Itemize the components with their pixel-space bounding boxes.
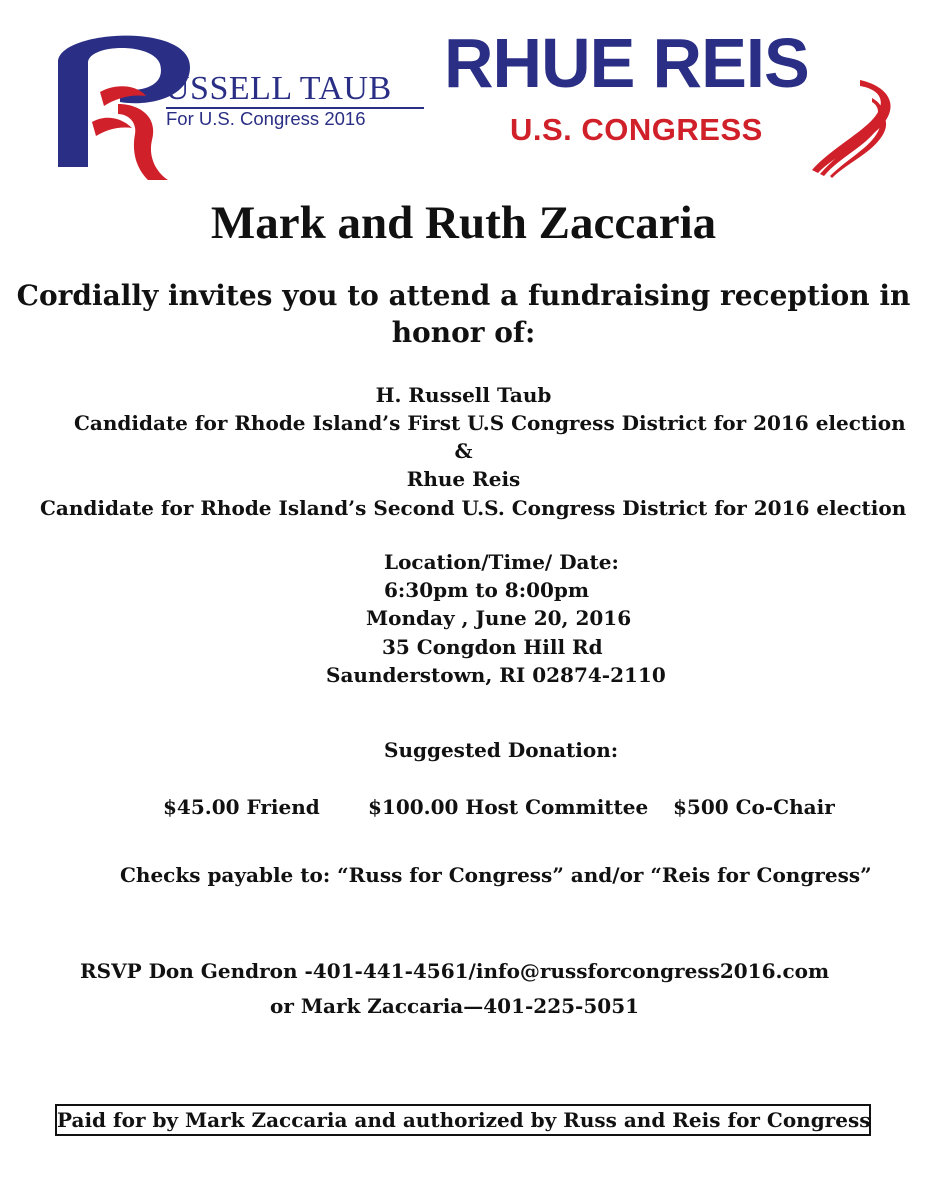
- invitation-line-2: honor of:: [391, 316, 536, 349]
- honoree-1-description: Candidate for Rhode Island’s First U.S Congress District for 2016 election: [74, 411, 906, 435]
- honoree-2-name: Rhue Reis: [406, 467, 521, 491]
- host-names: Mark and Ruth Zaccaria: [210, 197, 717, 249]
- honoree-1-name: H. Russell Taub: [375, 383, 552, 407]
- donation-tier-host-committee: $100.00 Host Committee: [368, 795, 649, 819]
- ampersand: &: [454, 439, 473, 463]
- location-heading: Location/Time/ Date:: [384, 550, 619, 574]
- rsvp-line-1: RSVP Don Gendron -401-441-4561/info@russforcongress2016.com: [80, 959, 830, 983]
- honoree-2-description: Candidate for Rhode Island’s Second U.S. Congress District for 2016 election: [40, 496, 907, 520]
- event-time: 6:30pm to 8:00pm: [384, 578, 590, 602]
- rsvp-line-2: or Mark Zaccaria—401-225-5051: [270, 994, 640, 1018]
- paid-for-disclaimer: Paid for by Mark Zaccaria and authorized by Russ and Reis for Congress: [55, 1104, 871, 1136]
- event-city: Saunderstown, RI 02874-2110: [326, 663, 666, 687]
- russell-taub-logo-subtitle: For U.S. Congress 2016: [166, 108, 366, 129]
- checks-payable: Checks payable to: “Russ for Congress” and/or “Reis for Congress”: [120, 863, 872, 887]
- invitation-line-1: Cordially invites you to attend a fundraising reception in: [16, 279, 911, 312]
- rhue-reis-logo-subtitle: U.S. CONGRESS: [510, 112, 763, 147]
- russell-taub-logo-name: USSELL TAUB: [165, 70, 392, 107]
- donation-tier-co-chair: $500 Co-Chair: [673, 795, 835, 819]
- donation-tier-friend: $45.00 Friend: [163, 795, 320, 819]
- donation-heading: Suggested Donation:: [384, 738, 619, 762]
- rhue-reis-logo-name: RHUE REIS: [444, 24, 809, 102]
- event-street: 35 Congdon Hill Rd: [382, 635, 603, 659]
- event-date: Monday , June 20, 2016: [366, 606, 632, 630]
